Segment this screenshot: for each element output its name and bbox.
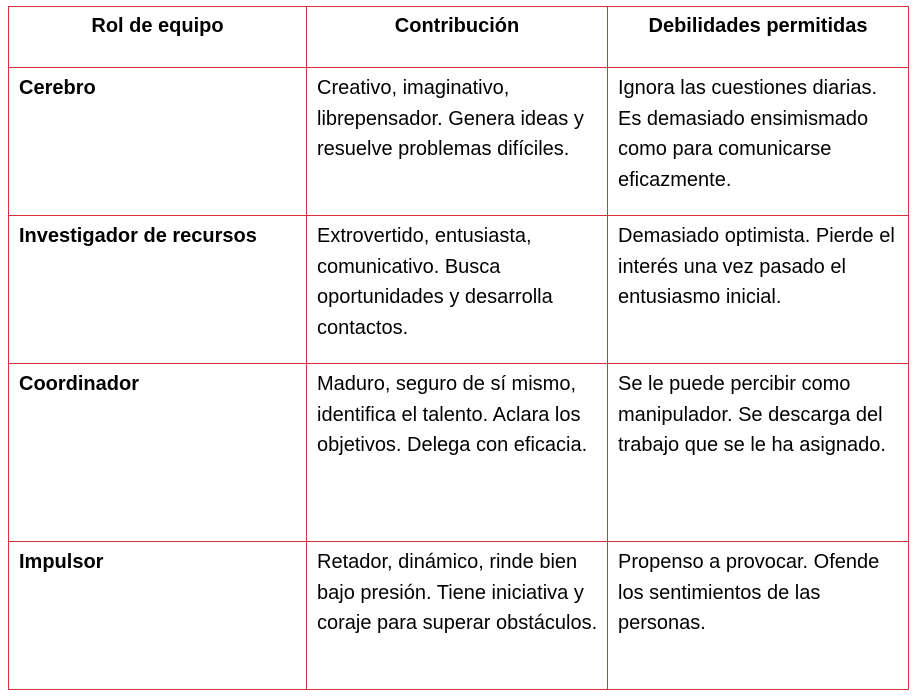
contribution-cell: Creativo, imaginativo, librepensador. Genera ideas y resuelve problemas difíciles. xyxy=(307,68,608,216)
contribution-cell: Retador, dinámico, rinde bien bajo presión. Tiene iniciativa y coraje para superar obstáculos. xyxy=(307,542,608,690)
role-cell: Impulsor xyxy=(9,542,307,690)
header-role: Rol de equipo xyxy=(9,7,307,68)
weaknesses-cell: Ignora las cuestiones diarias. Es demasiado ensimismado como para comunicarse eficazmente. xyxy=(608,68,909,216)
role-cell: Investigador de recursos xyxy=(9,216,307,364)
table-body xyxy=(9,68,909,690)
table-row xyxy=(9,542,909,690)
weaknesses-cell: Demasiado optimista. Pierde el interés una vez pasado el entusiasmo inicial. xyxy=(608,216,909,364)
header-contribution: Contribución xyxy=(307,7,608,68)
table-header xyxy=(9,7,909,68)
contribution-cell: Maduro, seguro de sí mismo, identifica el talento. Aclara los objetivos. Delega con eficacia. xyxy=(307,364,608,542)
weaknesses-cell: Se le puede percibir como manipulador. Se descarga del trabajo que se le ha asignado. xyxy=(608,364,909,542)
table-row xyxy=(9,216,909,364)
contribution-cell: Extrovertido, entusiasta, comunicativo. Busca oportunidades y desarrolla contactos. xyxy=(307,216,608,364)
table-row xyxy=(9,364,909,542)
role-cell: Coordinador xyxy=(9,364,307,542)
role-cell: Cerebro xyxy=(9,68,307,216)
weaknesses-cell: Propenso a provocar. Ofende los sentimientos de las personas. xyxy=(608,542,909,690)
team-roles-table xyxy=(8,6,909,690)
table-row xyxy=(9,68,909,216)
header-weaknesses: Debilidades permitidas xyxy=(608,7,909,68)
header-row xyxy=(9,7,909,68)
